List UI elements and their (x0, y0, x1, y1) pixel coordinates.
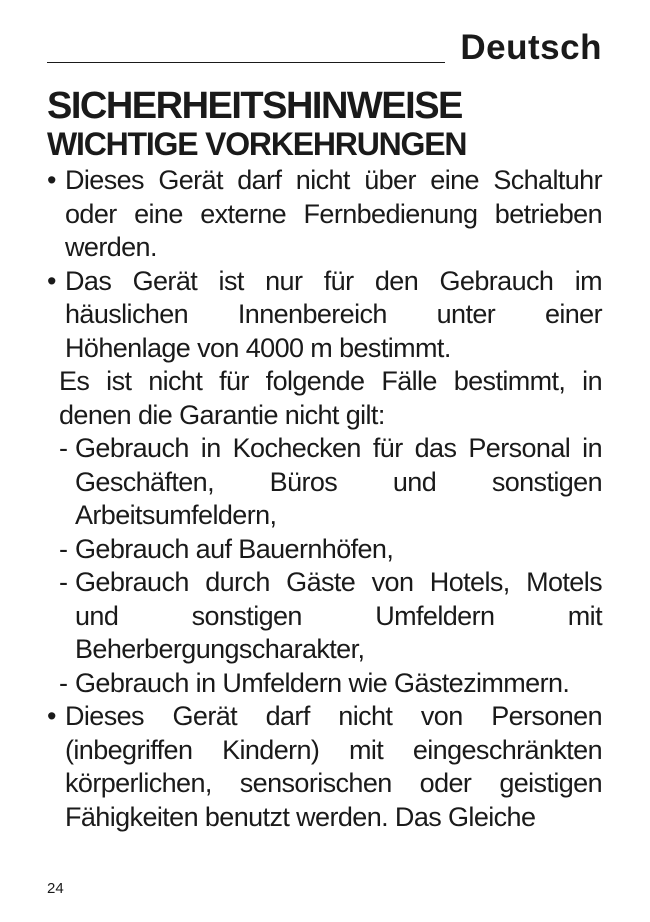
dash-marker: - (59, 667, 68, 698)
exclusion-case-text: Gebrauch auf Bauernhöfen, (75, 533, 394, 564)
exclusion-case-text: Gebrauch durch Gäste von Hotels, Motels und sonstigen Umfeldern mit Beherbergungscharakter, (75, 567, 602, 664)
exclusion-case-text: Gebrauch in Kochecken für das Personal in Geschäften, Büros und sonstigen Arbeitsumfeldern, (75, 433, 602, 530)
exclusion-case-text: Gebrauch in Umfeldern wie Gästezimmern. (75, 667, 570, 698)
bullet-marker: • (47, 265, 56, 296)
bullet-item (47, 164, 602, 265)
bullet-item (47, 700, 602, 834)
exclusion-intro: Es ist nicht für folgende Fälle bestimmt, in denen die Garantie nicht gilt: (59, 366, 602, 430)
bullet-text: Das Gerät ist nur für den Gebrauch im häuslichen Innenbereich unter einer Höhenlage von 4000 m bestimmt. (65, 265, 602, 363)
section-subtitle: WICHTIGE VORKEHRUNGEN (47, 126, 467, 162)
bullet-item (47, 265, 602, 366)
dash-marker: - (59, 533, 68, 564)
page-number: 24 (47, 880, 64, 897)
bullet-text: Dieses Gerät darf nicht von Personen (inbegriffen Kindern) mit eingeschränkten körperlichen, sensorischen oder geistigen Fähigkeiten benutzt werden. Das Gleiche (65, 701, 602, 832)
header-divider (47, 62, 445, 63)
dash-marker: - (59, 567, 68, 597)
exclusion-case (47, 432, 602, 533)
bullet-text: Dieses Gerät darf nicht über eine Schaltuhr oder eine externe Fernbedienung betrieben werden. (65, 165, 602, 262)
exclusion-case (47, 566, 602, 667)
exclusion-case (47, 533, 602, 567)
exclusion-case (47, 667, 602, 701)
dash-marker: - (59, 433, 68, 463)
safety-instructions (47, 164, 602, 834)
language-label: Deutsch (460, 28, 602, 67)
bullet-marker: • (47, 701, 56, 731)
section-title: SICHERHEITSHINWEISE (47, 85, 462, 127)
bullet-marker: • (47, 165, 56, 195)
